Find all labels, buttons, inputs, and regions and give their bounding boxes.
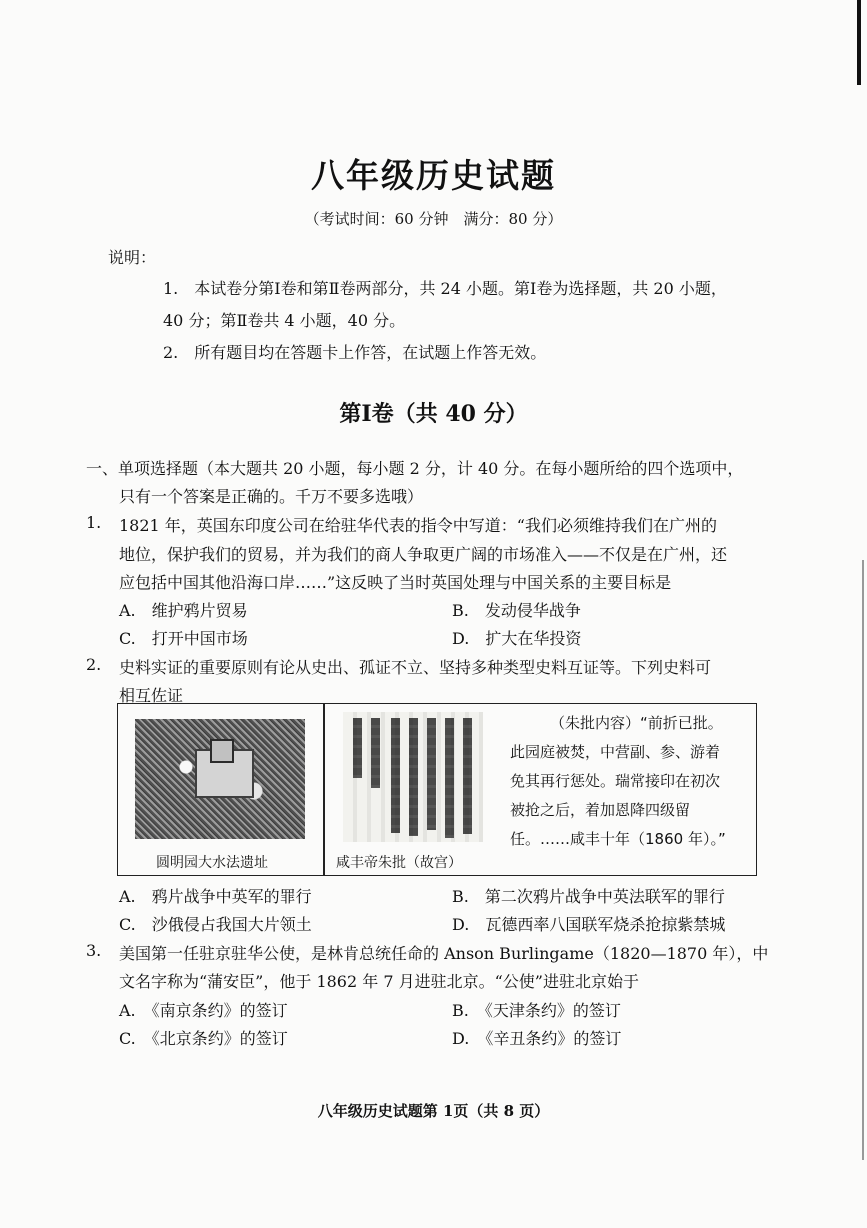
q3-stem-line2: 文名字称为“蒲安臣”，他于 1862 年 7 月进驻北京。“公使”进驻北京始于 [119,972,639,991]
imperial-manuscript-image [343,712,483,842]
q2-number: 2. [86,655,102,674]
q1-option-b: B. 发动侵华战争 [452,601,581,620]
manuscript-column [463,718,472,834]
q2-stem-line1: 史料实证的重要原则有论从史出、孤证不立、坚持多种类型史料互证等。下列史料可 [119,658,712,677]
yuanmingyuan-ruins-photo [135,719,305,839]
q3-number: 3. [86,941,102,960]
q2-stem-line2: 相互佐证 [119,686,184,705]
q2-option-a: A. 鸦片战争中英军的罪行 [119,887,312,906]
instruction-2: 2. 所有题目均在答题卡上作答，在试题上作答无效。 [163,343,547,362]
exam-info: （考试时间：60 分钟 满分：80 分） [304,210,563,228]
vermilion-quote-line2: 此园庭被焚，中营副、参、游着 [510,743,721,761]
q3-option-c: C. 《北京条约》的签订 [119,1029,288,1048]
manuscript-column [445,718,454,838]
manuscript-caption: 咸丰帝朱批（故宫） [336,855,462,871]
vermilion-quote-line4: 被抢之后，着加恩降四级留 [510,801,691,819]
q1-stem-line3: 应包括中国其他沿海口岸……”这反映了当时英国处理与中国关系的主要目标是 [119,573,672,592]
q1-option-a: A. 维护鸦片贸易 [119,601,248,620]
q1-option-d: D. 扩大在华投资 [452,629,582,648]
q1-stem-line2: 地位，保护我们的贸易，并为我们的商人争取更广阔的市场准入——不仅是在广州，还 [119,545,728,564]
instruction-1-line1: 1. 本试卷分第Ⅰ卷和第Ⅱ卷两部分，共 24 小题。第Ⅰ卷为选择题，共 20 小题， [163,279,727,298]
instruction-1-line2: 40 分；第Ⅱ卷共 4 小题，40 分。 [163,311,406,330]
q2-option-c: C. 沙俄侵占我国大片领土 [119,915,312,934]
page-title: 八年级历史试题 [311,156,556,195]
vermilion-quote-line1: （朱批内容）“前折已批。 [550,714,723,732]
ruin-arch [210,739,234,763]
instructions-label: 说明： [108,248,157,267]
manuscript-column [391,718,400,833]
figure-divider [323,704,325,875]
q2-option-d: D. 瓦德西率八国联军烧杀抢掠紫禁城 [452,915,726,934]
manuscript-column [371,718,380,788]
manuscript-column [409,718,418,836]
q1-stem-line1: 1821 年，英国东印度公司在给驻华代表的指令中写道：“我们必须维持我们在广州的 [119,516,717,535]
q1-option-c: C. 打开中国市场 [119,629,248,648]
q2-option-b: B. 第二次鸦片战争中英法联军的罪行 [452,887,725,906]
part1-heading-line2: 只有一个答案是正确的。千万不要多选哦） [119,487,424,506]
q3-option-a: A. 《南京条约》的签订 [119,1001,288,1020]
q3-option-d: D. 《辛丑条约》的签订 [452,1029,622,1048]
vermilion-quote-line3: 免其再行惩处。瑞常接印在初次 [510,772,721,790]
manuscript-column [353,718,362,778]
scan-edge-mark [857,0,861,85]
section-title: 第Ⅰ卷（共 40 分） [339,401,528,427]
q3-stem-line1: 美国第一任驻京驻华公使，是林肯总统任命的 Anson Burlingame（1820—1870 年），中 [119,944,769,963]
photo-caption: 圆明园大水法遗址 [156,855,268,871]
historical-sources-figure [117,703,757,876]
manuscript-column [427,718,436,830]
q1-number: 1. [86,513,102,532]
vermilion-quote-line5: 任。……咸丰十年（1860 年）。” [510,830,726,848]
part1-heading-line1: 一、单项选择题（本大题共 20 小题，每小题 2 分，计 40 分。在每小题所给的四个选项中， [86,459,744,478]
page-footer: 八年级历史试题第 1页（共 8 页） [317,1102,550,1120]
scan-edge-line [862,560,864,1160]
q3-option-b: B. 《天津条约》的签订 [452,1001,621,1020]
